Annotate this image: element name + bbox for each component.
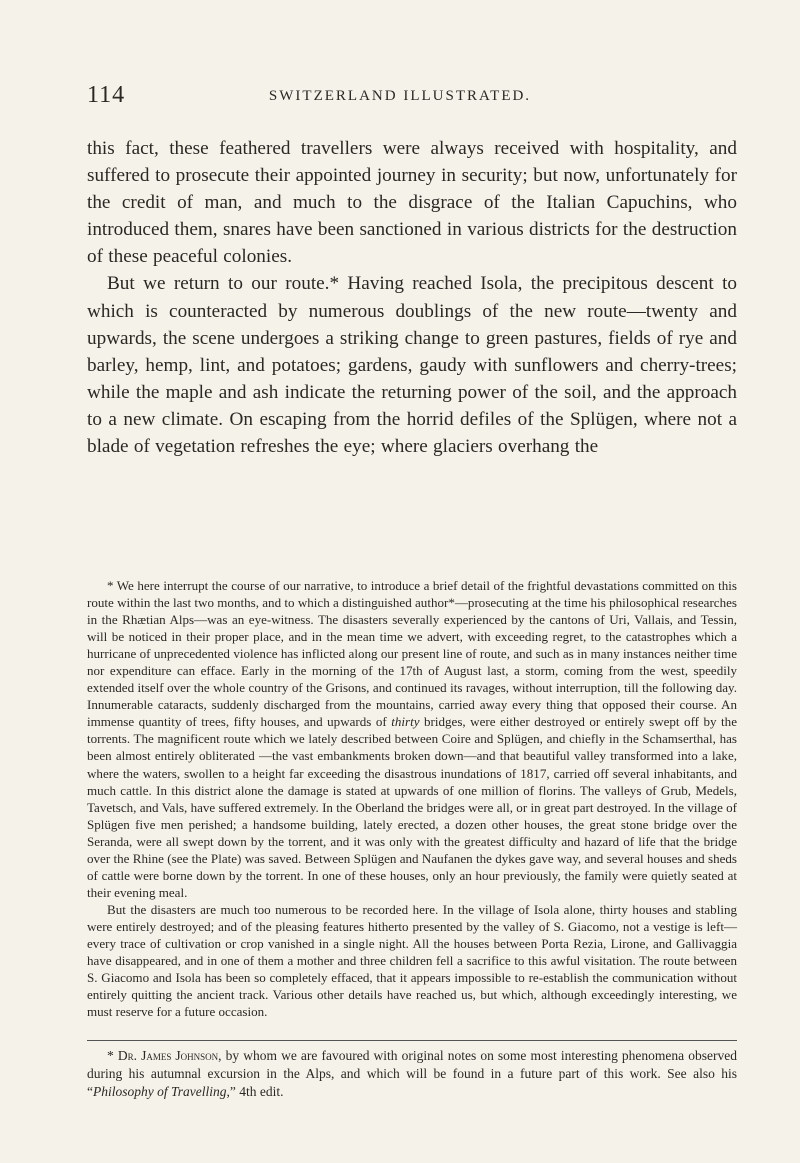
body-paragraph: this fact, these feathered travellers were always received with hospitality, and suffered to prosecute their appointed journey in security; but now, unfortunately for the credit of man, and much to the disgrace of the Italian Capuchins, who introduced them, snares have been sanctioned in various districts for the destruction of these peaceful colonies. bbox=[87, 138, 737, 268]
running-title: SWITZERLAND ILLUSTRATED. bbox=[268, 88, 532, 104]
footnote-paragraph bbox=[87, 577, 737, 901]
body-paragraph: But we return to our route.* Having reached Isola, the precipitous descent to which is counteracted by numerous doublings of the new route—twenty and upwards, the scene undergoes a striking change to green pastures, fields of rye and barley, hemp, lint, and potatoes; gardens, gaudy with sunflowers and cherry-trees; while the maple and ash indicate the returning power of the soil, and the approach to a new climate. On escaping from the horrid defiles of the Splügen, where not a blade of vegetation refreshes the eye; where glaciers overhang the bbox=[87, 273, 737, 458]
main-text bbox=[87, 135, 737, 460]
footnote-paragraph: But the disasters are much too numerous to be recorded here. In the village of Isola alone, thirty houses and stabling were entirely destroyed; and of the pleasing features hitherto presented by the valley of S. Giacomo, not a vestige is left—every trace of cultivation or crop vanished in a single night. All the houses between Porta Rezia, Lirone, and Gallivaggia have disappeared, and in one of them a mother and three children fell a sacrifice to this awful visitation. The route between S. Giacomo and Isola has been so completely effaced, that it appears impossible to re-establish the communication without entirely quitting the ancient track. Various other details have reached us, but which, although exceedingly interesting, we must reserve for a future occasion. bbox=[87, 901, 737, 1020]
footnote-italic: thirty bbox=[391, 714, 420, 730]
page-number: 114 bbox=[87, 82, 126, 108]
footnote-text: * We here interrupt the course of our narrative, to introduce a brief detail of the frightful devastations committed on this route within the last two months, and to which a distinguished author*—prosecuting at the time his philosophical researches in the Rhætian Alps—was an eye-witness. The disasters severally experienced by the cantons of Uri, Vallais, and Tessin, will be noticed in their proper place, and in the mean time we advert, with exceeding regret, to the catastrophes which a hurricane of unprecedented violence has inflicted along our present line of route, and such as in many instances neither time nor expenditure can efface. Early in the morning of the 17th of August last, a storm, coming from the west, speedily extended itself over the whole country of the Grisons, and continued its ravages, without interruption, till the following day. Innumerable cataracts, suddenly discharged from the mountains, carried away every thing that opposed their course. An immense quantity of trees, fifty houses, and upwards of bbox=[87, 578, 737, 730]
footnote-paragraph bbox=[87, 1047, 737, 1101]
page-header bbox=[0, 82, 800, 112]
book-title: Philosophy of Travelling bbox=[93, 1084, 227, 1099]
footnote-text: ,” 4th edit. bbox=[226, 1084, 284, 1099]
footnote-rule bbox=[87, 1040, 737, 1041]
footnote-devastations bbox=[87, 577, 737, 1020]
footnote-author bbox=[87, 1047, 737, 1101]
footnote-marker: * bbox=[107, 1048, 114, 1063]
footnote-text: bridges, were either destroyed or entirely swept off by the torrents. The magnificent route which we lately described between Coire and Splügen, and chiefly in the Schamserthal, has been almost entirely obliterated —the vast embankments broken down—and that beautiful valley transformed into a lake, where the waters, swollen to a height far exceeding the disastrous inundations of 1817, carried off several inhabitants, and much cattle. In this district alone the damage is stated at upwards of one million of florins. The valleys of Grub, Medels, Tavetsch, and Vals, have suffered extremely. In the Oberland the bridges were all, or in great part destroyed. In the village of Splügen five men perished; a handsome building, lately erected, a dozen other houses, the great stone bridge over the Seranda, were all swept down by the torrent, and it was only with the greatest difficulty and hazard of life that the bridge over the Rhine (see the Plate) was saved. Between Splügen and Naufanen the dykes gave way, and several houses and sheds of cattle were borne down by the torrent. In one of these houses, only an hour previously, the family were quietly seated at their evening meal. bbox=[87, 714, 737, 900]
author-name: Dr. James Johnson bbox=[117, 1048, 219, 1063]
footnote-text: , by whom we are favoured with original notes on some most interesting phenomena observed during his autumnal excursion in the Alps, and which will be found in a future part of this work. See also his “ bbox=[87, 1048, 737, 1099]
